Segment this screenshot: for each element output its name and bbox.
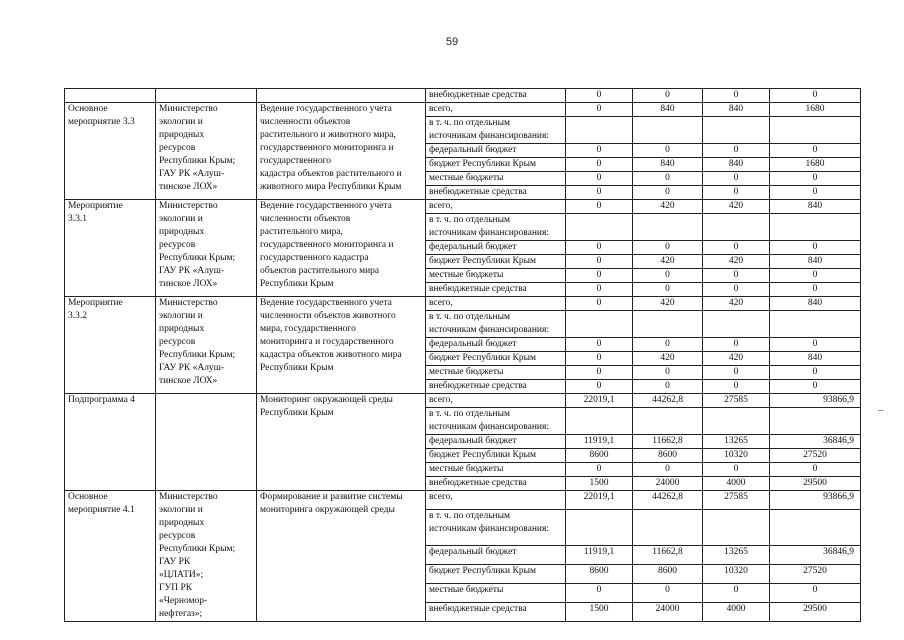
value-total: 93866,9	[770, 394, 861, 408]
funding-source-label: в т. ч. по отдельным источникам финансирования:	[429, 312, 550, 335]
value-year-3: 0	[703, 283, 770, 297]
value-year-2: 0	[633, 380, 703, 394]
funding-source-label: федеральный бюджет	[429, 547, 517, 558]
value-year-1: 0	[566, 463, 633, 477]
funding-source-label: внебюджетные средства	[429, 284, 527, 294]
funding-source-label: федеральный бюджет	[429, 145, 517, 155]
value-year-1: 0	[566, 255, 633, 269]
funding-source-label: местные бюджеты	[429, 367, 504, 377]
funding-source-label: местные бюджеты	[429, 270, 504, 280]
funding-source-label: внебюджетные средства	[429, 90, 527, 100]
value-year-1: 1500	[566, 477, 633, 491]
value-year-2: 840	[633, 103, 703, 117]
table-row	[65, 103, 861, 117]
value-year-1: 0	[566, 338, 633, 352]
funding-source-cell	[426, 283, 566, 297]
funding-source-label: всего,	[429, 492, 453, 502]
responsible-executor: Министерство экологии и природных ресурсов Республики Крым; ГАУ РК «Алуш- тинское ЛОХ»	[159, 298, 236, 386]
value-year-2: 0	[633, 144, 703, 158]
funding-source-cell	[426, 491, 566, 510]
value-total: 0	[770, 463, 861, 477]
funding-source-cell	[426, 144, 566, 158]
activity-name: Основное мероприятие 3.3	[68, 104, 135, 127]
funding-source-label: внебюджетные средства	[429, 381, 527, 391]
value-year-3: 0	[703, 366, 770, 380]
value-year-1: 0	[566, 283, 633, 297]
activity-description: Ведение государственного учета численности объектов растительного мира, государственного мониторинга и государственного кадастра объектов растительного мира Республики Крым	[260, 201, 394, 289]
table-row	[65, 200, 861, 214]
value-year-1: 8600	[566, 565, 633, 584]
value-year-3: 0	[703, 380, 770, 394]
activity-name: Подпрограмма 4	[68, 395, 135, 405]
funding-source-cell	[426, 449, 566, 463]
value-year-3: 13265	[703, 546, 770, 565]
value-year-2: 24000	[633, 477, 703, 491]
value-year-2: 0	[633, 463, 703, 477]
value-year-2	[633, 509, 703, 545]
table-row	[65, 297, 861, 311]
value-year-1: 0	[566, 186, 633, 200]
funding-source-label: всего,	[429, 201, 453, 211]
value-year-2	[633, 214, 703, 241]
value-year-1: 0	[566, 269, 633, 283]
value-total: 0	[770, 241, 861, 255]
funding-source-label: внебюджетные средства	[429, 187, 527, 197]
value-total: 36846,9	[770, 546, 861, 565]
value-year-1: 11919,1	[566, 546, 633, 565]
value-year-2: 44262,8	[633, 491, 703, 510]
funding-source-cell	[426, 509, 566, 545]
value-year-2: 11662,8	[633, 435, 703, 449]
value-total: 0	[770, 89, 861, 103]
value-year-2: 11662,8	[633, 546, 703, 565]
responsible-executor: Министерство экологии и природных ресурсов Республики Крым; ГАУ РК «Алуш- тинское ЛОХ»	[159, 104, 236, 192]
value-year-2: 0	[633, 241, 703, 255]
activity-description-cell	[257, 394, 426, 491]
table-row	[65, 89, 861, 103]
value-total: 29500	[770, 477, 861, 491]
activity-description-cell	[257, 103, 426, 200]
value-year-3: 0	[703, 463, 770, 477]
funding-source-label: федеральный бюджет	[429, 436, 517, 446]
funding-source-cell	[426, 186, 566, 200]
funding-source-label: федеральный бюджет	[429, 339, 517, 349]
funding-source-label: в т. ч. по отдельным источникам финансирования:	[429, 510, 550, 534]
activity-name-cell	[65, 394, 156, 491]
funding-source-cell	[426, 297, 566, 311]
activity-description-cell	[257, 297, 426, 394]
value-year-2: 0	[633, 186, 703, 200]
value-year-1	[566, 117, 633, 144]
page-number: 59	[445, 36, 459, 48]
empty-name-cell	[65, 89, 156, 103]
value-year-3: 420	[703, 352, 770, 366]
value-year-2: 0	[633, 584, 703, 603]
value-year-2: 24000	[633, 603, 703, 622]
funding-source-label: бюджет Республики Крым	[429, 566, 536, 577]
value-year-1	[566, 509, 633, 545]
activity-name-cell	[65, 103, 156, 200]
funding-source-cell	[426, 435, 566, 449]
value-year-3	[703, 311, 770, 338]
value-year-2: 8600	[633, 565, 703, 584]
value-total	[770, 214, 861, 241]
value-year-2: 420	[633, 297, 703, 311]
funding-source-cell	[426, 338, 566, 352]
funding-source-label: местные бюджеты	[429, 464, 504, 474]
funding-source-cell	[426, 241, 566, 255]
empty-description-cell	[257, 89, 426, 103]
value-year-2: 0	[633, 338, 703, 352]
value-year-1	[566, 214, 633, 241]
funding-source-cell	[426, 463, 566, 477]
value-year-3: 27585	[703, 491, 770, 510]
value-year-3: 0	[703, 241, 770, 255]
funding-source-cell	[426, 603, 566, 622]
funding-source-cell	[426, 546, 566, 565]
value-year-3	[703, 214, 770, 241]
value-year-1: 11919,1	[566, 435, 633, 449]
table-body	[65, 89, 861, 622]
responsible-executor: Министерство экологии и природных ресурсов Республики Крым; ГАУ РК «Алуш- тинское ЛОХ»	[159, 201, 236, 289]
value-year-1: 0	[566, 144, 633, 158]
value-year-1: 0	[566, 241, 633, 255]
activity-description: Ведение государственного учета численности объектов растительного и животного мира, государственного мониторинга и государственного кадастра объектов растительного и животного мира Республики Крым	[260, 104, 402, 192]
funding-source-cell	[426, 255, 566, 269]
value-year-2: 0	[633, 269, 703, 283]
funding-source-cell	[426, 565, 566, 584]
funding-source-label: всего,	[429, 298, 453, 308]
activity-name-cell	[65, 491, 156, 622]
funding-source-label: местные бюджеты	[429, 585, 504, 596]
value-year-3: 420	[703, 297, 770, 311]
value-total: 27520	[770, 565, 861, 584]
value-year-2	[633, 117, 703, 144]
funding-source-cell	[426, 352, 566, 366]
value-year-1: 0	[566, 158, 633, 172]
funding-source-cell	[426, 408, 566, 435]
funding-source-cell	[426, 380, 566, 394]
funding-source-label: в т. ч. по отдельным источникам финансирования:	[429, 409, 550, 432]
value-year-3: 840	[703, 103, 770, 117]
value-year-1	[566, 408, 633, 435]
value-year-2: 840	[633, 158, 703, 172]
activity-description: Формирование и развитие системы мониторинга окружающей среды	[260, 492, 403, 515]
funding-source-label: всего,	[429, 395, 453, 405]
value-year-3: 420	[703, 255, 770, 269]
activity-description-cell	[257, 200, 426, 297]
value-year-1: 0	[566, 366, 633, 380]
funding-source-cell	[426, 584, 566, 603]
funding-source-label: внебюджетные средства	[429, 604, 527, 615]
value-year-3: 4000	[703, 603, 770, 622]
value-year-1: 1500	[566, 603, 633, 622]
value-total: 0	[770, 144, 861, 158]
value-year-3: 0	[703, 89, 770, 103]
funding-source-cell	[426, 366, 566, 380]
value-total: 0	[770, 380, 861, 394]
value-year-1: 0	[566, 584, 633, 603]
responsible-executor-cell	[156, 103, 257, 200]
value-total	[770, 311, 861, 338]
responsible-executor-cell	[156, 297, 257, 394]
value-year-2	[633, 408, 703, 435]
value-total: 0	[770, 366, 861, 380]
responsible-executor-cell	[156, 394, 257, 491]
funding-source-label: в т. ч. по отдельным источникам финансирования:	[429, 215, 550, 238]
value-total	[770, 509, 861, 545]
value-year-1: 0	[566, 380, 633, 394]
activity-description-cell	[257, 491, 426, 622]
value-total: 0	[770, 186, 861, 200]
value-year-2: 0	[633, 172, 703, 186]
value-year-3	[703, 509, 770, 545]
value-year-2: 44262,8	[633, 394, 703, 408]
value-year-1: 0	[566, 352, 633, 366]
value-year-2: 8600	[633, 449, 703, 463]
activity-description: Мониторинг окружающей среды Республики Крым	[260, 395, 393, 418]
value-year-2	[633, 311, 703, 338]
value-year-1: 22019,1	[566, 394, 633, 408]
funding-source-cell	[426, 394, 566, 408]
funding-source-cell	[426, 269, 566, 283]
value-year-1: 0	[566, 200, 633, 214]
funding-source-label: федеральный бюджет	[429, 242, 517, 252]
funding-source-cell	[426, 172, 566, 186]
value-year-1: 0	[566, 89, 633, 103]
value-total: 29500	[770, 603, 861, 622]
activity-name-cell	[65, 297, 156, 394]
funding-source-cell	[426, 103, 566, 117]
value-year-3: 0	[703, 584, 770, 603]
activity-name: Мероприятие 3.3.1	[68, 201, 123, 224]
value-year-3	[703, 408, 770, 435]
value-total: 840	[770, 352, 861, 366]
funding-source-label: бюджет Республики Крым	[429, 353, 536, 363]
financing-table	[64, 88, 861, 622]
value-total: 0	[770, 269, 861, 283]
value-total: 0	[770, 283, 861, 297]
funding-source-label: в т. ч. по отдельным источникам финансирования:	[429, 118, 550, 141]
funding-source-cell	[426, 311, 566, 338]
value-total: 0	[770, 584, 861, 603]
funding-source-label: бюджет Республики Крым	[429, 256, 536, 266]
value-year-1: 22019,1	[566, 491, 633, 510]
margin-dash-mark: –	[878, 405, 884, 416]
responsible-executor-cell	[156, 200, 257, 297]
funding-source-cell	[426, 214, 566, 241]
activity-name-cell	[65, 200, 156, 297]
value-year-1	[566, 311, 633, 338]
value-total	[770, 117, 861, 144]
funding-source-label: внебюджетные средства	[429, 478, 527, 488]
funding-source-cell	[426, 200, 566, 214]
value-year-3: 0	[703, 186, 770, 200]
funding-source-label: всего,	[429, 104, 453, 114]
value-year-3: 420	[703, 200, 770, 214]
value-year-2: 0	[633, 89, 703, 103]
responsible-executor-cell	[156, 491, 257, 622]
value-year-2: 420	[633, 200, 703, 214]
funding-source-label: бюджет Республики Крым	[429, 159, 536, 169]
value-year-3: 0	[703, 172, 770, 186]
value-year-2: 420	[633, 255, 703, 269]
value-year-1: 0	[566, 172, 633, 186]
value-year-3	[703, 117, 770, 144]
funding-source-cell	[426, 477, 566, 491]
value-year-3: 4000	[703, 477, 770, 491]
value-total: 27520	[770, 449, 861, 463]
value-year-2: 0	[633, 366, 703, 380]
value-year-3: 0	[703, 144, 770, 158]
value-total: 1680	[770, 103, 861, 117]
value-year-3: 27585	[703, 394, 770, 408]
value-total: 840	[770, 297, 861, 311]
value-year-2: 0	[633, 283, 703, 297]
value-year-3: 10320	[703, 449, 770, 463]
value-total: 0	[770, 172, 861, 186]
value-total: 36846,9	[770, 435, 861, 449]
value-total: 840	[770, 255, 861, 269]
empty-responsible-cell	[156, 89, 257, 103]
value-year-3: 840	[703, 158, 770, 172]
activity-name: Основное мероприятие 4.1	[68, 492, 135, 515]
value-year-3: 0	[703, 338, 770, 352]
value-year-1: 0	[566, 103, 633, 117]
value-year-3: 10320	[703, 565, 770, 584]
value-total: 840	[770, 200, 861, 214]
value-total: 93866,9	[770, 491, 861, 510]
funding-source-cell	[426, 89, 566, 103]
funding-source-label: местные бюджеты	[429, 173, 504, 183]
value-total	[770, 408, 861, 435]
value-year-3: 0	[703, 269, 770, 283]
activity-name: Мероприятие 3.3.2	[68, 298, 123, 321]
value-total: 0	[770, 338, 861, 352]
value-year-3: 13265	[703, 435, 770, 449]
funding-source-cell	[426, 158, 566, 172]
activity-description: Ведение государственного учета численности объектов животного мира, государственного мониторинга и государственного кадастра объектов животного мира Республики Крым	[260, 298, 402, 373]
responsible-executor: Министерство экологии и природных ресурсов Республики Крым; ГАУ РК «ЦЛАТИ»; ГУП РК «Черномор- нефтегаз»;	[159, 492, 236, 619]
value-year-1: 8600	[566, 449, 633, 463]
funding-source-label: бюджет Республики Крым	[429, 450, 536, 460]
table-row	[65, 394, 861, 408]
value-year-1: 0	[566, 297, 633, 311]
value-year-2: 420	[633, 352, 703, 366]
table-row	[65, 491, 861, 510]
value-total: 1680	[770, 158, 861, 172]
funding-source-cell	[426, 117, 566, 144]
